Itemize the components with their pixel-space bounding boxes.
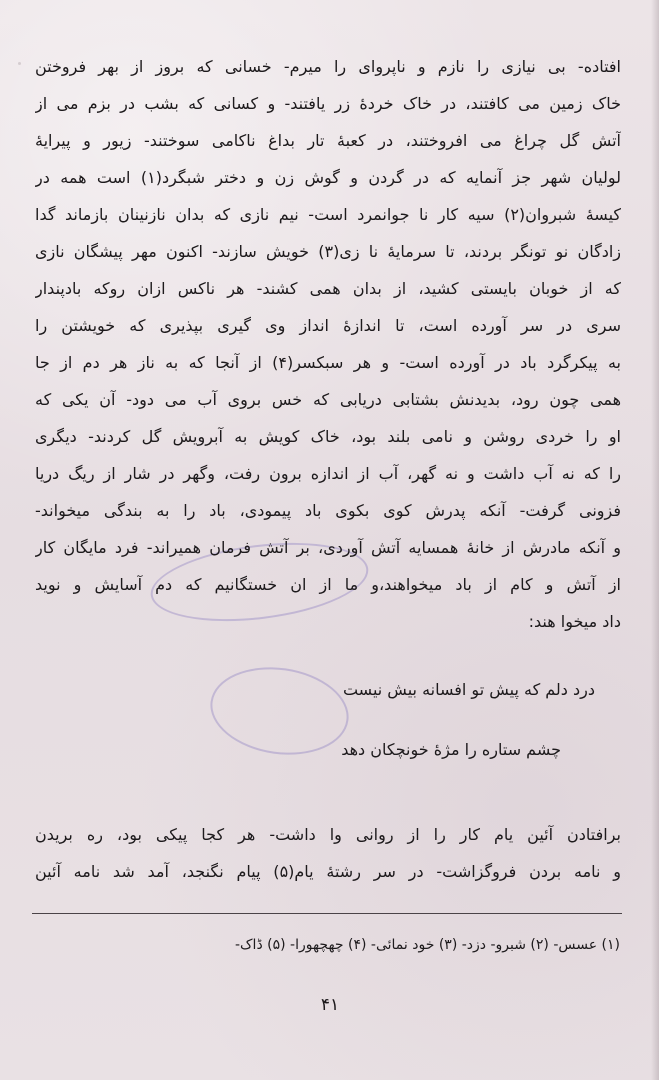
text-line: و نامه بردن فروگزاشت- در سر رشتهٔ یام(۵) پیام نگنجد، آمد شد نامه آئین bbox=[35, 862, 621, 881]
text-line: او را خردی روشن و نامی بلند بود، خاک کویش به آبرویش گل کردند- دیگری bbox=[35, 427, 621, 446]
page-number: ۴۱ bbox=[320, 995, 340, 1015]
text-line: لولیان شهر جز آنمایه که در گردن و گوش زن و دختر شبگرد(۱) است همه در bbox=[35, 168, 621, 187]
text-line: را که نه آب داشت و نه گهر، آب از اندازه برون رفت، وگهر در شار از ریگ دریا bbox=[35, 464, 621, 483]
closing-paragraph bbox=[35, 816, 621, 890]
text-line: که از خوبان بایستی کشید، از بدان همی کشند- هر ناکس ازان روکه بادپندار bbox=[35, 279, 621, 298]
text-line: زادگان نو تونگر بردند، تا سرمایهٔ نا زی(۳) خویش سازند- اکنون مهر پیشگان نازی bbox=[35, 242, 621, 261]
poem-line: درد دلم که پیش تو افسانه بیش نیست bbox=[342, 680, 595, 699]
text-line: آتش گل چراغ می افروختند، در کعبهٔ تار بداغ ناکامی سوختند- زیور و پیرایهٔ bbox=[35, 131, 621, 150]
text-line: افتاده- بی نیازی را نازم و ناپروای را میرم- خسانی که بروز از بهر فروختن bbox=[35, 57, 621, 76]
text-line: سری در سر آورده است، تا اندازهٔ انداز وی گیری بپذیری که خویشتن را bbox=[35, 316, 621, 335]
text-line: برافتادن آئین یام کار را از روانی وا داشت- هر کجا پیکی بود، ره بریدن bbox=[35, 825, 621, 844]
text-line: به پیکرگرد باد در آورده است- و هر سبکسر(۴) از آنجا که به ناز هر دم از جا bbox=[35, 353, 621, 372]
text-line: فزونی گرفت- آنکه پدرش کوی بکوی باد پیمودی، باد را به بندگی میخواند- bbox=[35, 501, 621, 520]
main-paragraph bbox=[35, 48, 621, 640]
text-line: همی چون رود، بدیدنش بشتابی دریابی که خس بروی آب می دود- آن یکی که bbox=[35, 390, 621, 409]
text-line: از آتش و کام از باد میخواهند،و ما از ان خستگانیم که دم آسایش و نوید bbox=[35, 575, 621, 594]
text-line: کیسهٔ شبروان(۲) سیه کار نا جوانمرد است- نیم نازی که بدان نازنینان بازماند گدا bbox=[35, 205, 621, 224]
ink-spot bbox=[18, 62, 21, 65]
text-line: و آنکه مادرش از خانهٔ همسایه آتش آوردی، بر آتش فرمان همیراند- فرد مایگان کار bbox=[35, 538, 621, 557]
footnote-divider bbox=[32, 913, 622, 914]
footnotes: (۱) عسس- (۲) شبرو- دزد- (۳) خود نمائی- (۴) چهچهورا- (۵) ڈاک- bbox=[234, 937, 620, 953]
library-stamp bbox=[205, 659, 355, 764]
text-line: خاک زمین می کافتند، در خاک خردهٔ زر یافتند- و کسانی که بشب در بزم می از bbox=[35, 94, 621, 113]
text-line: داد میخوا هند: bbox=[528, 612, 621, 631]
poem-line: چشم ستاره را مژهٔ خونچکان دهد bbox=[341, 740, 561, 759]
